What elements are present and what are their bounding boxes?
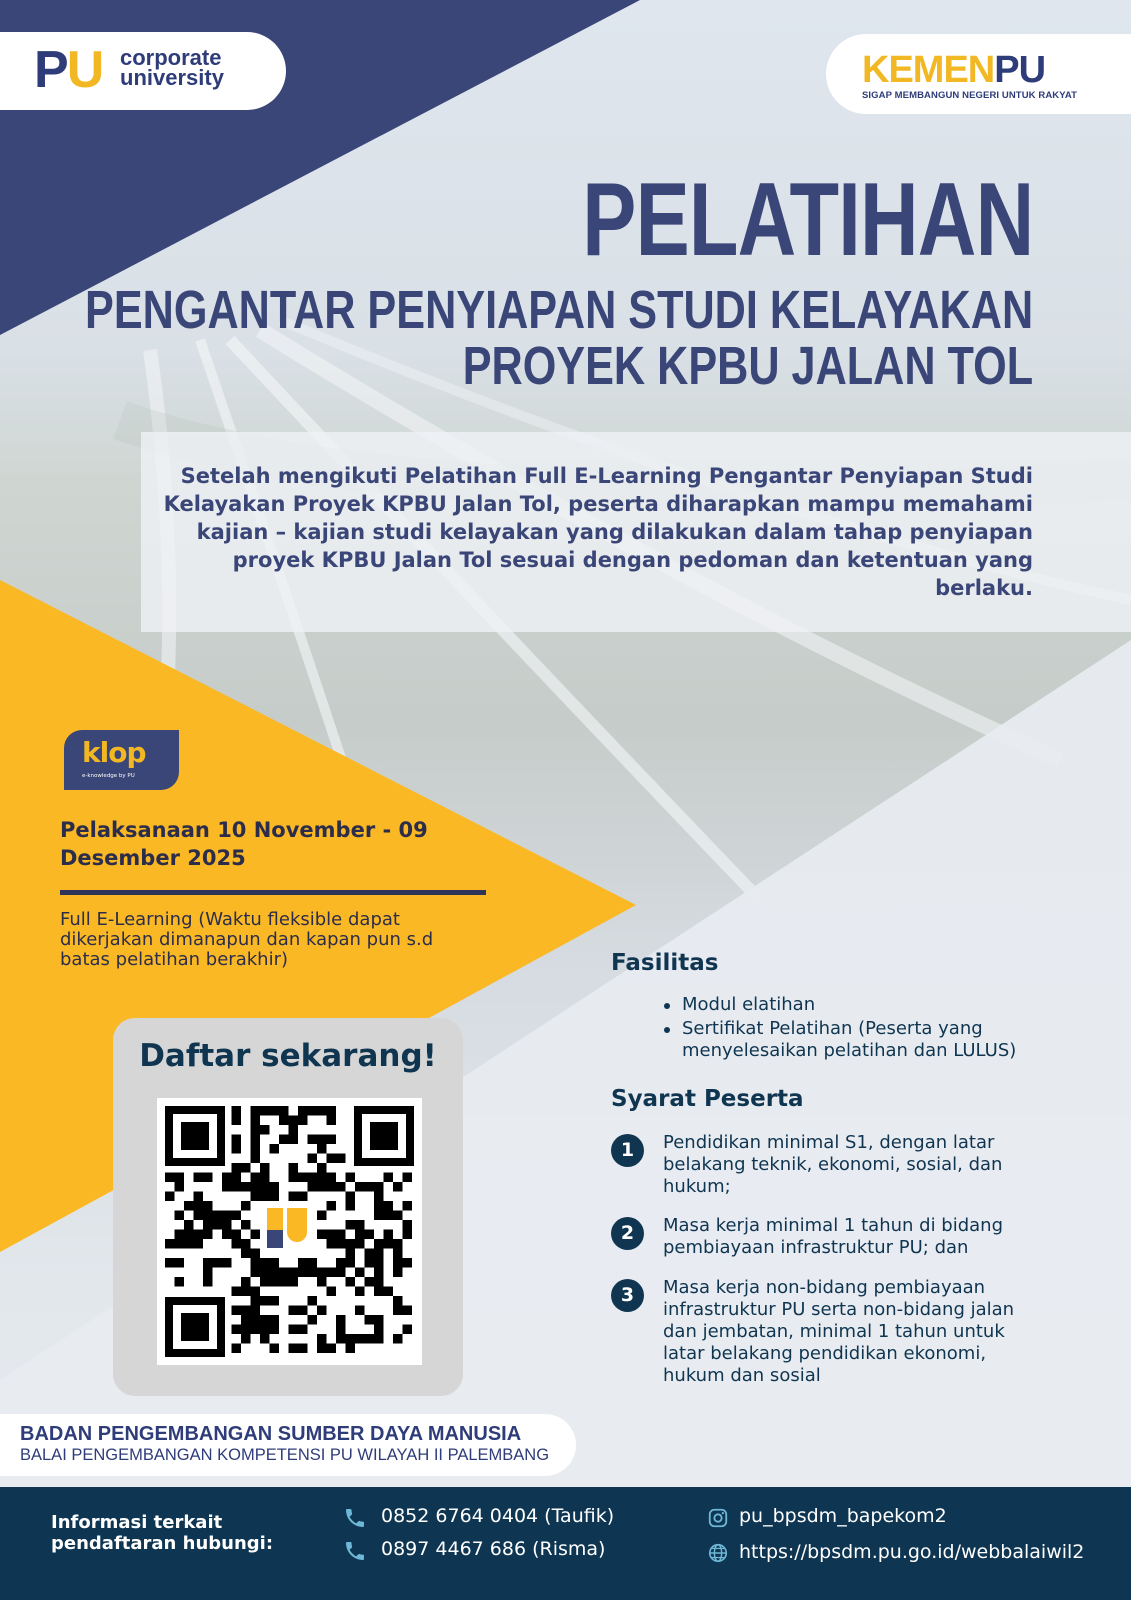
pu-word-university: university: [120, 65, 224, 90]
instagram-icon: [707, 1507, 729, 1529]
footer-info-label: Informasi terkait pendaftaran hubungi:: [51, 1512, 274, 1554]
pu-letter-u: U: [66, 41, 103, 99]
requirements-title: Syarat Peserta: [611, 1086, 804, 1112]
page-title: PELATIHAN: [581, 162, 1033, 278]
list-item: Sertifikat Pelatihan (Peserta yang menyelesaikan pelatihan dan LULUS): [682, 1018, 1082, 1062]
phone-number[interactable]: 0852 6764 0404 (Taufik): [381, 1505, 615, 1527]
execution-divider: [60, 890, 486, 895]
kemen-word-part1: KEMEN: [862, 49, 995, 91]
subtitle-line-2: PROYEK KPBU JALAN TOL: [462, 336, 1034, 396]
phone-number[interactable]: 0897 4467 686 (Risma): [381, 1538, 606, 1560]
organization-unit: BALAI PENGEMBANGAN KOMPETENSI PU WILAYAH II PALEMBANG: [20, 1446, 550, 1464]
pu-letter-p: P: [34, 41, 67, 99]
register-title: Daftar sekarang!: [139, 1038, 437, 1074]
requirement-text: Masa kerja non-bidang pembiayaan infrastruktur PU serta non-bidang jalan dan jembatan, minimal 1 tahun untuk latar belakang pendidikan ekonomi, hukum dan sosial: [663, 1277, 1015, 1386]
requirement-text: Masa kerja minimal 1 tahun di bidang pembiayaan infrastruktur PU; dan: [663, 1215, 1004, 1258]
kemen-word-part2: PU: [994, 49, 1046, 91]
requirement-number: 2: [611, 1217, 644, 1250]
globe-icon: [707, 1542, 729, 1564]
kemenpu-tagline: SIGAP MEMBANGUN NEGERI UNTUK RAKYAT: [862, 90, 1077, 101]
requirement-text: Pendidikan minimal S1, dengan latar belakang teknik, ekonomi, sosial, dan hukum;: [663, 1132, 1003, 1197]
requirement-number: 3: [611, 1279, 644, 1312]
klop-logo: [64, 730, 179, 790]
facilities-title: Fasilitas: [611, 950, 719, 976]
phone-icon: [343, 1506, 367, 1530]
kemenpu-logo: [862, 49, 1077, 101]
klop-subtitle: e-knowledge by PU: [82, 773, 135, 779]
facilities-list: [682, 994, 1082, 1064]
description-text: Setelah mengikuti Pelatihan Full E-Learning Pengantar Penyiapan Studi Kelayakan Proyek KPBU Jalan Tol, peserta diharapkan mampu memahami kajian – kajian studi kelayakan yang dilakukan dalam tahap penyiapan proyek KPBU Jalan Tol sesuai dengan pedoman dan ketentuan yang berlaku.: [163, 464, 1033, 600]
list-item: Modul elatihan: [682, 994, 1082, 1016]
pu-word-corporate: corporate: [120, 45, 222, 70]
instagram-handle[interactable]: pu_bpsdm_bapekom2: [739, 1505, 947, 1527]
page-subtitle: [85, 282, 1033, 394]
klop-word: klop: [82, 736, 146, 769]
pu-corporate-university-logo: [34, 41, 244, 99]
organization-name: BADAN PENGEMBANGAN SUMBER DAYA MANUSIA: [20, 1423, 522, 1445]
subtitle-line-1: PENGANTAR PENYIAPAN STUDI KELAYAKAN: [84, 280, 1033, 340]
website-link[interactable]: https://bpsdm.pu.go.id/webbalaiwil2: [739, 1541, 1085, 1563]
execution-period: Pelaksanaan 10 November - 09 Desember 2025: [60, 818, 428, 870]
requirement-number: 1: [611, 1134, 644, 1167]
execution-description: Full E-Learning (Waktu fleksible dapat dikerjakan dimanapun dan kapan pun s.d batas pelatihan berakhir): [60, 909, 434, 970]
phone-icon: [343, 1539, 367, 1563]
qr-code-icon[interactable]: [157, 1098, 422, 1365]
